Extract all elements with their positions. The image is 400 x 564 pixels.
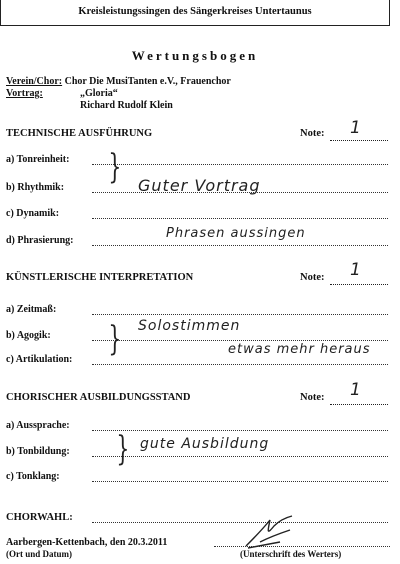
handwritten-brace: } [108,147,122,187]
signature-scribble [240,512,300,552]
chor-row [6,76,231,87]
section-kuenstlerische-note-label: Note: [300,272,325,283]
chor-value: Chor Die MusiTanten e.V., Frauenchor [64,76,231,87]
handwriting-guter-vortrag: Guter Vortrag [138,176,261,195]
section-chorischer-note-value: 1 [350,380,362,400]
handwritten-brace: } [108,319,122,359]
dotted-line [92,154,388,165]
item-agogik: b) Agogik: [6,330,51,341]
section-technische-note-value: 1 [350,118,362,138]
header-title: Kreisleistungssingen des Sängerkreises Untertaunus [78,6,312,17]
section-kuenstlerische-title: KÜNSTLERISCHE INTERPRETATION [6,272,194,283]
chor-label: Verein/Chor: [6,76,63,87]
handwriting-solostimmen: Solostimmen [138,318,241,334]
item-tonreinheit: a) Tonreinheit: [6,154,70,165]
item-zeitmass: a) Zeitmaß: [6,304,57,315]
vortrag-value-1: „Gloria“ [80,88,118,99]
place-date-caption: (Ort und Datum) [6,549,73,559]
section-chorischer-note-label: Note: [300,392,325,403]
dotted-line [92,208,388,219]
dotted-line [92,304,388,315]
section-technische-title: TECHNISCHE AUSFÜHRUNG [6,128,153,139]
handwriting-gute-ausbildung: gute Ausbildung [140,436,270,452]
item-aussprache: a) Aussprache: [6,420,70,431]
item-tonklang: c) Tonklang: [6,471,60,482]
signature-caption: (Unterschrift des Werters) [240,549,342,559]
item-phrasierung: d) Phrasierung: [6,235,74,246]
handwriting-etwas-mehr-heraus: etwas mehr heraus [228,342,371,357]
chorwahl-label: CHORWAHL: [6,512,73,523]
item-rhythmik: b) Rhythmik: [6,182,65,193]
vortrag-value-2: Richard Rudolf Klein [80,100,173,111]
section-kuenstlerische-note-value: 1 [350,260,362,280]
item-dynamik: c) Dynamik: [6,208,60,219]
document-title: Wertungsbogen [131,48,259,63]
section-chorischer-title: CHORISCHER AUSBILDUNGSSTAND [6,392,191,403]
item-artikulation: c) Artikulation: [6,354,73,365]
vortrag-label: Vortrag: [6,88,43,99]
handwriting-phrasen-aussingen: Phrasen aussingen [166,226,306,241]
vortrag-row [6,88,43,99]
place-date: Aarbergen-Kettenbach, den 20.3.2011 [6,537,168,548]
dotted-line [92,471,388,482]
section-technische-note-label: Note: [300,128,325,139]
item-tonbildung: b) Tonbildung: [6,446,70,457]
dotted-line [92,420,388,431]
handwritten-brace: } [116,429,130,469]
